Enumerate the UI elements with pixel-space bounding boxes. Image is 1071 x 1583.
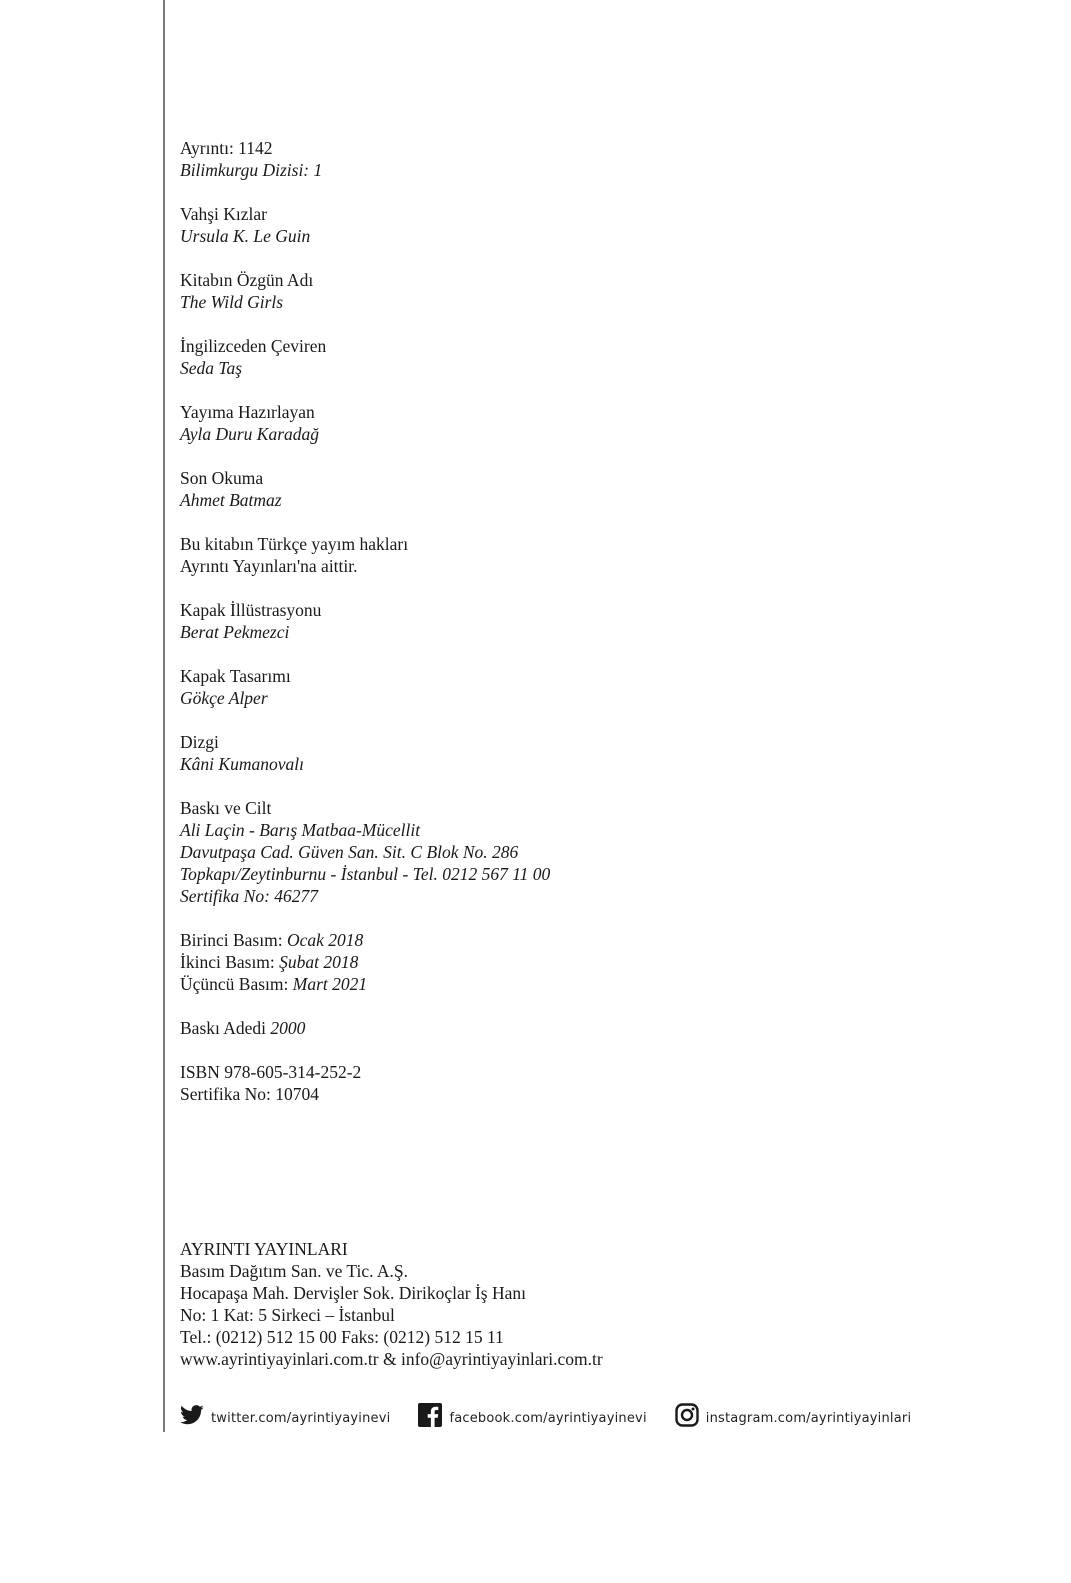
credit-label: Kitabın Özgün Adı [180, 270, 314, 290]
credit-label: Yayıma Hazırlayan [180, 402, 315, 422]
twitter-link[interactable] [180, 1405, 390, 1426]
isbn: ISBN 978-605-314-252-2 [180, 1062, 362, 1082]
publisher-line: Tel.: (0212) 512 15 00 Faks: (0212) 512 15 11 [180, 1327, 504, 1347]
print-run-value: 2000 [270, 1018, 306, 1038]
printing-line: Ali Laçin - Barış Matbaa-Mücellit [180, 820, 421, 840]
instagram-icon [675, 1403, 699, 1427]
print-run [180, 1017, 550, 1039]
edition-date: Mart 2021 [292, 974, 368, 994]
twitter-url[interactable]: twitter.com/ayrintiyayinevi [211, 1410, 391, 1426]
rights-line: Ayrıntı Yayınları'na aittir. [180, 556, 358, 576]
credit-value: Berat Pekmezci [180, 622, 290, 642]
printing-line: Davutpaşa Cad. Güven San. Sit. C Blok No. 286 [180, 842, 519, 862]
publisher-web-email[interactable]: www.ayrintiyayinlari.com.tr & info@ayrintiyayinlari.com.tr [180, 1349, 603, 1369]
printing-line: Topkapı/Zeytinburnu - İstanbul - Tel. 0212 567 11 00 [180, 864, 551, 884]
edition-line [180, 951, 550, 973]
publisher-line: No: 1 Kat: 5 Sirkeci – İstanbul [180, 1305, 395, 1325]
rights-line: Bu kitabın Türkçe yayım hakları [180, 534, 409, 554]
printing-line: Sertifika No: 46277 [180, 886, 319, 906]
credit-value: Gökçe Alper [180, 688, 268, 708]
instagram-url[interactable]: instagram.com/ayrintiyayinlari [705, 1410, 912, 1426]
credit-proofreader [180, 467, 550, 511]
credit-typesetting [180, 731, 550, 775]
series-info [180, 137, 550, 181]
edition-label: Üçüncü Basım: [180, 974, 289, 994]
instagram-link[interactable] [675, 1403, 912, 1427]
facebook-link[interactable] [418, 1403, 646, 1427]
printing-info [180, 797, 550, 907]
edition-label: Birinci Basım: [180, 930, 283, 950]
credit-value: Kâni Kumanovalı [180, 754, 304, 774]
credit-translator [180, 335, 550, 379]
colophon [180, 137, 550, 1127]
book-number: Ayrıntı: 1142 [180, 138, 273, 158]
twitter-icon [180, 1405, 204, 1425]
credit-editor [180, 401, 550, 445]
credit-label: İngilizceden Çeviren [180, 336, 327, 356]
facebook-url[interactable]: facebook.com/ayrintiyayinevi [449, 1410, 647, 1426]
isbn-info [180, 1061, 550, 1105]
facebook-icon [418, 1403, 442, 1427]
publisher-info [180, 1238, 603, 1370]
credit-value: The Wild Girls [180, 292, 284, 312]
publisher-line: Hocapaşa Mah. Dervişler Sok. Dirikoçlar İş Hanı [180, 1283, 527, 1303]
certificate-number: Sertifika No: 10704 [180, 1084, 320, 1104]
credit-label: Son Okuma [180, 468, 264, 488]
credit-original-title [180, 269, 550, 313]
credit-label: Dizgi [180, 732, 219, 752]
edition-date: Ocak 2018 [286, 930, 364, 950]
credit-cover-illustration [180, 599, 550, 643]
credit-label: Kapak İllüstrasyonu [180, 600, 322, 620]
series-name: Bilimkurgu Dizisi: 1 [180, 160, 323, 180]
credit-label: Kapak Tasarımı [180, 666, 291, 686]
edition-date: Şubat 2018 [279, 952, 359, 972]
edition-line [180, 929, 550, 951]
social-links [180, 1403, 939, 1427]
print-run-label: Baskı Adedi [180, 1018, 267, 1038]
credit-value: Ursula K. Le Guin [180, 226, 311, 246]
credit-title [180, 203, 550, 247]
margin-rule [163, 0, 165, 1432]
credit-value: Seda Taş [180, 358, 243, 378]
credit-value: Ayla Duru Karadağ [180, 424, 320, 444]
publisher-name: AYRINTI YAYINLARI [180, 1239, 348, 1259]
rights-notice [180, 533, 550, 577]
publisher-line: Basım Dağıtım San. ve Tic. A.Ş. [180, 1261, 409, 1281]
credit-cover-design [180, 665, 550, 709]
edition-label: İkinci Basım: [180, 952, 275, 972]
edition-line [180, 973, 550, 995]
credit-label: Vahşi Kızlar [180, 204, 267, 224]
printing-label: Baskı ve Cilt [180, 798, 272, 818]
credit-value: Ahmet Batmaz [180, 490, 282, 510]
edition-history [180, 929, 550, 995]
